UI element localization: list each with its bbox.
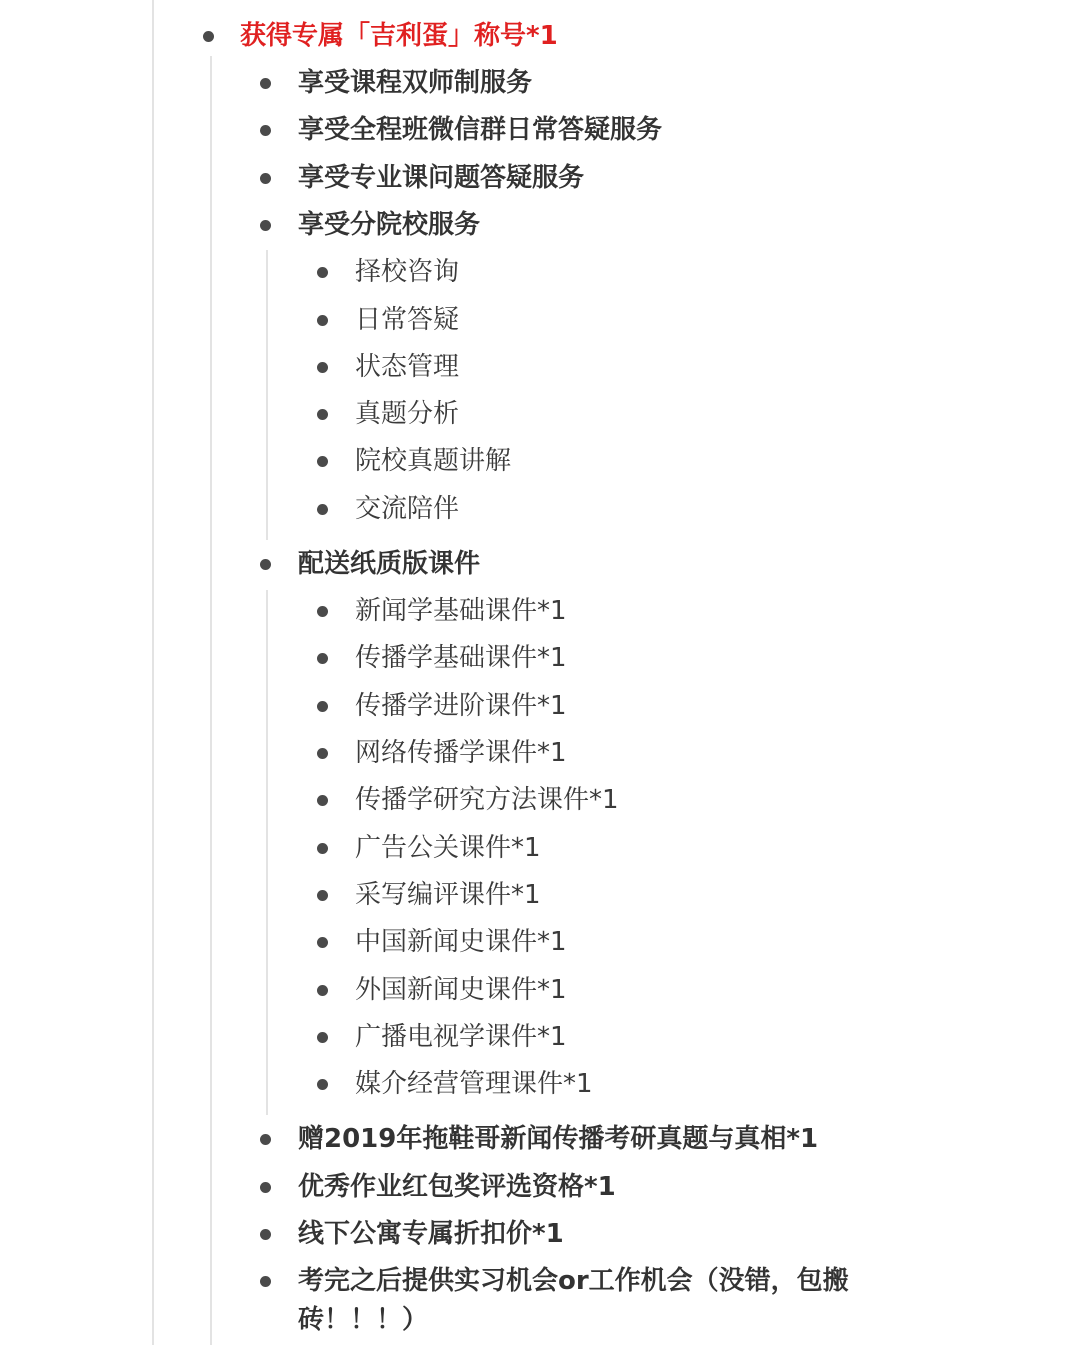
service-label: 享受课程双师制服务 [298, 68, 533, 98]
school-service-label: 院校真题讲解 [355, 446, 512, 476]
bullet-dot [317, 843, 328, 854]
school-service-label: 状态管理 [355, 352, 460, 382]
extra-label: 线下公寓专属折扣价*1 [298, 1219, 564, 1249]
bullet-dot [317, 362, 328, 373]
courseware-label: 新闻学基础课件*1 [355, 596, 567, 626]
courseware-heading: 配送纸质版课件 [298, 549, 481, 579]
bullet-dot [317, 267, 328, 278]
courseware-label: 传播学进阶课件*1 [355, 691, 567, 721]
service-label: 享受专业课问题答疑服务 [298, 163, 585, 193]
service-label: 享受全程班微信群日常答疑服务 [298, 115, 663, 145]
school-service-label: 真题分析 [355, 399, 460, 429]
extra-label: 考完之后提供实习机会or工作机会（没错，包搬 [298, 1266, 849, 1296]
bullet-dot [317, 606, 328, 617]
bullet-dot [317, 315, 328, 326]
courseware-label: 传播学研究方法课件*1 [355, 785, 619, 815]
bullet-dot [317, 1079, 328, 1090]
bullet-dot [317, 985, 328, 996]
extra-label: 优秀作业红包奖评选资格*1 [298, 1172, 616, 1202]
courseware-label: 传播学基础课件*1 [355, 643, 567, 673]
courseware-label: 中国新闻史课件*1 [355, 927, 567, 957]
outer-guide-line [152, 0, 154, 1345]
bullet-dot [317, 795, 328, 806]
bullet-dot [203, 31, 214, 42]
extra-label: 赠2019年拖鞋哥新闻传播考研真题与真相*1 [298, 1124, 819, 1154]
bullet-dot [260, 125, 271, 136]
bullet-dot [260, 220, 271, 231]
bullet-dot [317, 701, 328, 712]
school-service-label: 交流陪伴 [355, 494, 460, 524]
bullet-dot [317, 890, 328, 901]
bullet-dot [317, 748, 328, 759]
bullet-dot [260, 1229, 271, 1240]
courseware-label: 媒介经营管理课件*1 [355, 1069, 593, 1099]
service-label: 享受分院校服务 [298, 210, 481, 240]
bullet-dot [317, 937, 328, 948]
courseware-label: 广播电视学课件*1 [355, 1022, 567, 1052]
bullet-dot [260, 173, 271, 184]
courseware-label: 采写编评课件*1 [355, 880, 541, 910]
bullet-dot [317, 1032, 328, 1043]
bullet-dot [317, 653, 328, 664]
school-service-label: 择校咨询 [355, 257, 460, 287]
courseware-label: 网络传播学课件*1 [355, 738, 567, 768]
bullet-dot [317, 409, 328, 420]
bullet-dot [317, 456, 328, 467]
bullet-dot [317, 504, 328, 515]
courseware-guide-line [266, 590, 268, 1115]
level1-guide-line [210, 56, 212, 1345]
top-item-label: 获得专属「吉利蛋」称号*1 [240, 21, 558, 51]
courseware-label: 外国新闻史课件*1 [355, 975, 567, 1005]
courseware-label: 广告公关课件*1 [355, 833, 541, 863]
school-service-label: 日常答疑 [355, 305, 460, 335]
bullet-dot [260, 1134, 271, 1145]
extra-label-continued: 砖！！！） [298, 1305, 429, 1335]
bullet-dot [260, 1182, 271, 1193]
school-services-guide-line [266, 250, 268, 540]
bullet-dot [260, 559, 271, 570]
bullet-dot [260, 78, 271, 89]
bullet-dot [260, 1276, 271, 1287]
